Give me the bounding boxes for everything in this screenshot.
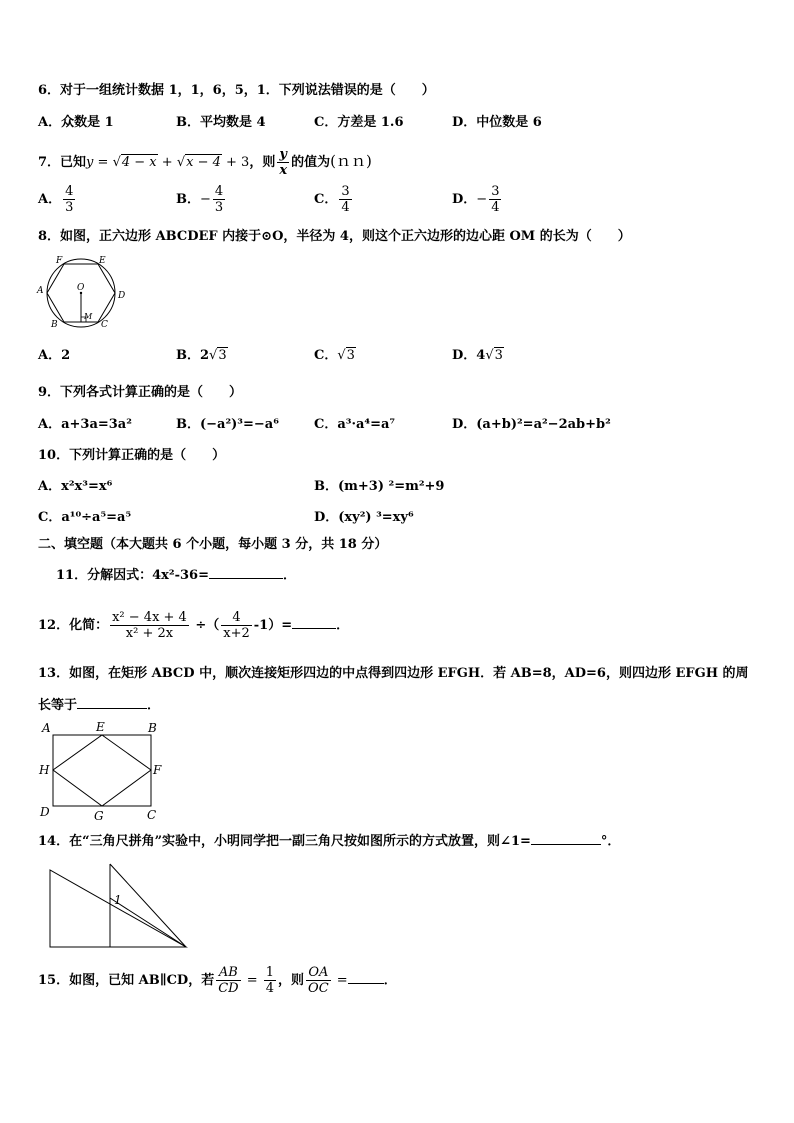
svg-text:A: A bbox=[37, 286, 44, 296]
svg-text:A: A bbox=[42, 721, 51, 735]
svg-text:D: D bbox=[118, 291, 126, 301]
svg-text:C: C bbox=[101, 320, 108, 330]
q10-option-d: D．(xy²) ³=xy⁶ bbox=[314, 510, 414, 525]
q9-option-a: A．a+3a=3a² bbox=[38, 417, 132, 432]
svg-text:F: F bbox=[56, 256, 63, 266]
q6-option-b: B．平均数是 4 bbox=[176, 115, 266, 130]
q12-stem: 12．化简： $\frac{\text{x² − 4x + 4}}{\text{x² + 2x}}$ ÷（ $\frac{4}{x+2}$ -1）= ． bbox=[38, 610, 350, 641]
section-heading: 二、填空题（本大题共 6 个小题，每小题 3 分，共 18 分） bbox=[38, 537, 388, 552]
svg-text:H: H bbox=[39, 763, 50, 777]
rectangle-efgh-figure bbox=[36, 720, 168, 822]
q9-stem: 9．下列各式计算正确的是（ ） bbox=[38, 385, 243, 400]
q7-option-d: D．− $\frac{3}{4}$ bbox=[452, 184, 500, 215]
q8-option-d: D．4√3 bbox=[452, 348, 503, 363]
q8-option-c: C．√3 bbox=[314, 348, 355, 363]
svg-text:B: B bbox=[148, 721, 157, 735]
q6-option-c: C．方差是 1.6 bbox=[314, 115, 404, 130]
q10-option-c: C．a¹⁰÷a⁵=a⁵ bbox=[38, 510, 132, 525]
answer-blank[interactable] bbox=[348, 983, 384, 984]
hexagon-circle-figure bbox=[34, 253, 134, 333]
q14-stem: 14．在“三角尺拼角”实验中，小明同学把一副三角尺按如图所示的方式放置，则∠1= °． bbox=[38, 834, 621, 849]
q7-option-b: B．− $\frac{4}{3}$ bbox=[176, 184, 224, 215]
q15-stem: 15．如图，已知 AB∥CD，若 $\frac{AB}{CD}$ = $\frac{1}{4}$ ，则 $\frac{OA}{OC}$ = ． bbox=[38, 965, 397, 996]
q8-stem: 8．如图，正六边形 ABCDEF 内接于⊙O，半径为 4，则这个正六边形的边心距 OM 的长为（ ） bbox=[38, 229, 631, 244]
triangle-rulers-figure bbox=[44, 862, 190, 952]
answer-blank[interactable] bbox=[77, 708, 147, 709]
q9-option-c: C．a³·a⁴=a⁷ bbox=[314, 417, 396, 432]
svg-text:1: 1 bbox=[114, 893, 122, 907]
q7-option-c: C． $\frac{3}{4}$ bbox=[314, 184, 350, 215]
q13-stem: 13．如图，在矩形 ABCD 中，顺次连接矩形四边的中点得到四边形 EFGH．若 AB=8，AD=6，则四边形 EFGH 的周 bbox=[38, 666, 749, 681]
q11-stem: 11．分解因式：4x²-36= ． bbox=[56, 568, 296, 583]
q6-option-d: D．中位数是 6 bbox=[452, 115, 542, 130]
q8-option-b: B．2√3 bbox=[176, 348, 227, 363]
svg-text:F: F bbox=[153, 763, 162, 777]
answer-blank[interactable] bbox=[531, 844, 601, 845]
sqrt-symbol: √x − 4 bbox=[176, 155, 221, 170]
q10-stem: 10．下列计算正确的是（ ） bbox=[38, 448, 226, 463]
svg-text:E: E bbox=[96, 720, 105, 734]
q8-option-a: A．2 bbox=[38, 348, 71, 363]
svg-text:C: C bbox=[147, 808, 157, 822]
q6-option-a: A．众数是 1 bbox=[38, 115, 114, 130]
svg-text:E: E bbox=[99, 256, 106, 266]
q7-option-a: A． $\frac{4}{3}$ bbox=[38, 184, 74, 215]
svg-text:O: O bbox=[77, 283, 85, 293]
q9-option-d: D．(a+b)²=a²−2ab+b² bbox=[452, 417, 611, 432]
sqrt-symbol: √4 − x bbox=[112, 155, 157, 170]
svg-text:B: B bbox=[51, 320, 58, 330]
q10-option-a: A．x²x³=x⁶ bbox=[38, 479, 113, 494]
q13-stem-cont: 长等于 ． bbox=[38, 698, 161, 713]
answer-blank[interactable] bbox=[292, 628, 336, 629]
q10-option-b: B．(m+3) ²=m²+9 bbox=[314, 479, 445, 494]
svg-text:M: M bbox=[84, 312, 93, 321]
q9-option-b: B．(−a²)³=−a⁶ bbox=[176, 417, 279, 432]
svg-text:D: D bbox=[40, 805, 50, 819]
q7-stem: 7．已知y = √4 − x + √x − 4 + 3，则 $\frac{y}{x}$ 的值为(ｎｎ) bbox=[38, 147, 372, 178]
svg-text:G: G bbox=[94, 809, 104, 822]
answer-blank[interactable] bbox=[209, 578, 283, 579]
fraction-y-over-x: $\frac{y}{x}$ bbox=[279, 147, 288, 178]
q6-stem: 6．对于一组统计数据 1，1，6，5，1．下列说法错误的是（ ） bbox=[38, 83, 435, 98]
